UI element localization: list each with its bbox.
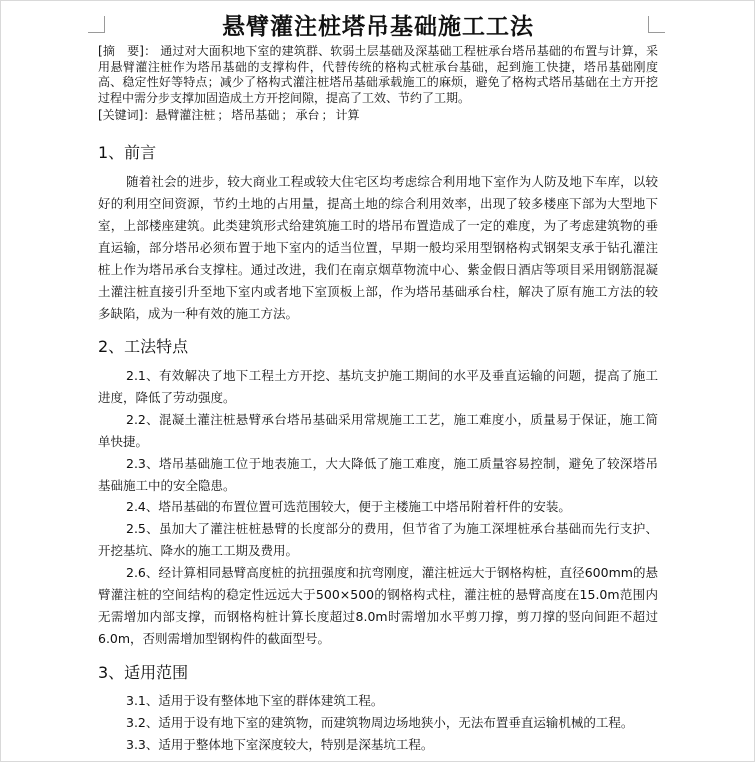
section-heading: 1、前言 [98, 143, 157, 162]
list-item: 2.2、混凝土灌注桩悬臂承台塔吊基础采用常规施工工艺，施工难度小，质量易于保证，施工简单快捷。 [98, 412, 658, 449]
list-item: 2.1、有效解决了地下工程土方开挖、基坑支护施工期间的水平及垂直运输的问题，提高了施工进度，降低了劳动强度。 [98, 368, 658, 405]
list-item: 3.1、适用于设有整体地下室的群体建筑工程。 [126, 693, 384, 708]
keyword: 塔吊基础 [231, 108, 280, 122]
list-item: 2.4、塔吊基础的布置位置可选范围较大，便于主楼施工中塔吊附着杆件的安装。 [126, 499, 571, 514]
list-item: 3.3、适用于整体地下室深度较大，特别是深基坑工程。 [126, 737, 434, 752]
list-item: 2.3、塔吊基础施工位于地表施工，大大降低了施工难度，施工质量容易控制，避免了较深塔吊基础施工中的安全隐患。 [98, 456, 658, 493]
keywords [98, 108, 658, 124]
list-item: 2.5、虽加大了灌注桩桩悬臂的长度部分的费用，但节省了为施工深埋桩承台基础而先行支护、开挖基坑、降水的施工工期及费用。 [98, 521, 658, 558]
keyword-separator: ； [281, 108, 294, 122]
keyword-separator: ； [217, 108, 230, 122]
list-item: 3.2、适用于设有地下室的建筑物，而建筑物周边场地狭小，无法布置垂直运输机械的工程。 [126, 715, 634, 730]
keyword-separator: ； [321, 108, 334, 122]
section-heading: 3、适用范围 [98, 663, 189, 682]
section-heading: 2、工法特点 [98, 337, 189, 356]
section-paragraph: 随着社会的进步，较大商业工程或较大住宅区均考虑综合利用地下室作为人防及地下车库，以较好的利用空间资源，节约土地的占用量，提高土地的综合利用效率，出现了较多楼座下部为大型地下室，上部楼座建筑。此类建筑形式给建筑施工时的塔吊布置造成了一定的难度，为了考虑建筑物的垂直运输，部分塔吊必须布置于地下室内的适当位置，早期一般均采用型钢格构式钢架支承于钻孔灌注桩上作为塔吊承台支撑柱。通过改进，我们在南京烟草物流中心、紫金假日酒店等项目采用钢筋混凝土灌注桩直接引升至地下室内或者地下室顶板上部，作为塔吊基础承台柱，解决了原有施工方法的较多缺陷，成为一种有效的施工方法。 [98, 174, 658, 321]
keyword: 计算 [335, 108, 360, 122]
abstract-label: [摘 要]： [98, 44, 157, 58]
keyword: 承台 [295, 108, 320, 122]
abstract-text: 通过对大面积地下室的建筑群、软弱土层基础及深基础工程桩承台塔吊基础的布置与计算，采用悬臂灌注桩作为塔吊基础的支撑构件，代替传统的格构式桩承台基础，起到施工快捷，塔吊基础刚度高、稳定性好等特点；减少了格构式灌注桩塔吊基础承载施工的麻烦，避免了格构式塔吊基础在土方开挖过程中需分步支撑加固造成土方开挖间隙，提高了工效、节约了工期。 [98, 44, 658, 105]
list-item: 2.6、经计算相同悬臂高度桩的抗扭强度和抗弯刚度，灌注桩远大于钢格构桩，直径600mm的悬臂灌注桩的空间结构的稳定性远远大于500×500的钢格构式柱，灌注桩的悬臂高度在15.0m范围内无需增加内部支撑，而钢格构桩计算长度超过8.0m时需增加水平剪刀撑，剪刀撑的竖向间距不超过6.0m，否则需增加型钢构件的截面型号。 [98, 565, 658, 646]
keywords-label: [关键词]： [98, 108, 156, 122]
abstract [98, 44, 658, 106]
document-title: 悬臂灌注桩塔吊基础施工工法 [222, 14, 534, 40]
keyword: 悬臂灌注桩 [155, 108, 216, 122]
